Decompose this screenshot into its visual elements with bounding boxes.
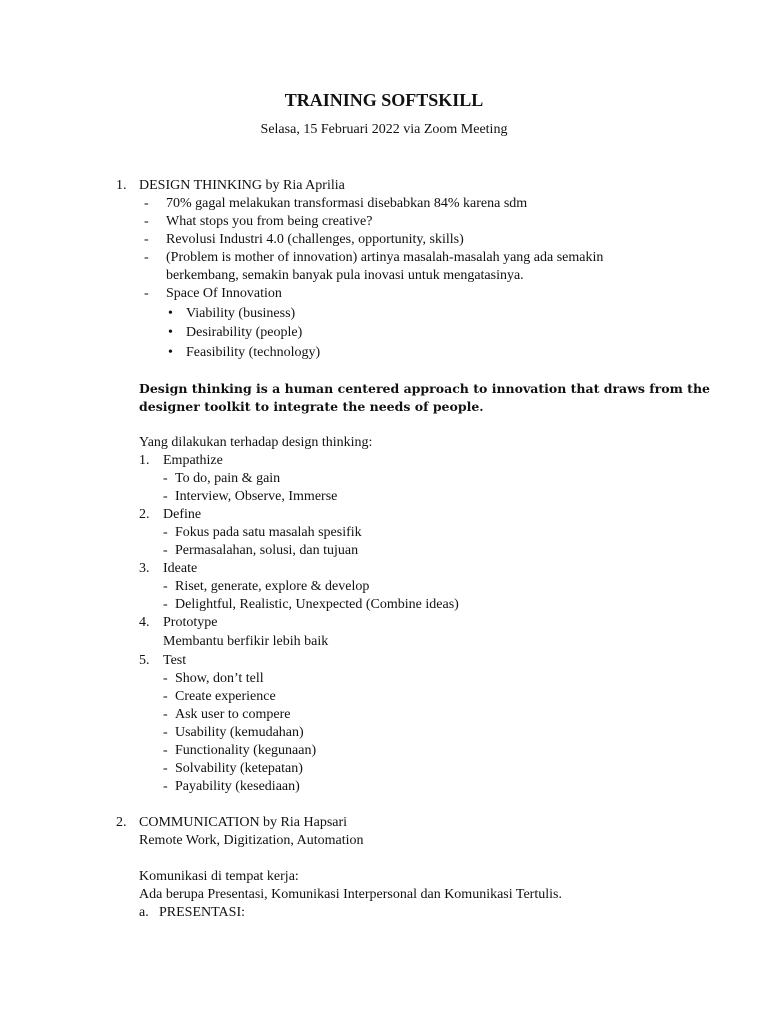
section-number: 1.	[116, 178, 127, 193]
step-item: To do, pain & gain	[175, 471, 281, 486]
list-item: (Problem is mother of innovation) artinya masalah-masalah yang ada semakin	[166, 250, 604, 265]
step-number: 4.	[139, 615, 150, 630]
bullet-item: Viability (business)	[186, 306, 296, 321]
step-label: Define	[163, 507, 202, 522]
section-number: 2.	[116, 815, 127, 830]
step-note: Membantu berfikir lebih baik	[163, 634, 329, 649]
step-label: Test	[163, 653, 187, 668]
dash-marker: -	[163, 743, 168, 758]
bullet-item: Desirability (people)	[186, 325, 303, 340]
dash-marker: -	[144, 232, 149, 247]
step-number: 1.	[139, 453, 150, 468]
step-number: 5.	[139, 653, 150, 668]
dash-marker: -	[163, 689, 168, 704]
definition-text: Design thinking is a human centered approach to innovation that draws from the	[139, 381, 710, 396]
step-item: Functionality (kegunaan)	[175, 743, 317, 758]
bullet-marker: •	[168, 345, 173, 360]
dash-marker: -	[163, 779, 168, 794]
dash-marker: -	[144, 250, 149, 265]
dash-marker: -	[163, 761, 168, 776]
bullet-marker: •	[168, 325, 173, 340]
step-item: Ask user to compere	[175, 707, 291, 722]
dash-marker: -	[163, 597, 168, 612]
list-item: 70% gagal melakukan transformasi disebabkan 84% karena sdm	[166, 196, 528, 211]
step-item: Show, don’t tell	[175, 671, 264, 686]
step-label: Ideate	[163, 561, 198, 576]
step-item: Permasalahan, solusi, dan tujuan	[175, 543, 359, 558]
step-item: Fokus pada satu masalah spesifik	[175, 525, 362, 540]
dash-marker: -	[163, 725, 168, 740]
step-number: 2.	[139, 507, 150, 522]
dash-marker: -	[163, 525, 168, 540]
section-description: Ada berupa Presentasi, Komunikasi Interpersonal dan Komunikasi Tertulis.	[139, 887, 562, 902]
step-item: Delightful, Realistic, Unexpected (Combine ideas)	[175, 597, 459, 612]
section-intro: Komunikasi di tempat kerja:	[139, 869, 299, 884]
dash-marker: -	[163, 671, 168, 686]
list-item: What stops you from being creative?	[166, 214, 373, 229]
step-item: Create experience	[175, 689, 276, 704]
dash-marker: -	[144, 286, 149, 301]
bullet-marker: •	[168, 306, 173, 321]
step-item: Interview, Observe, Immerse	[175, 489, 338, 504]
dash-marker: -	[163, 489, 168, 504]
definition-text: designer toolkit to integrate the needs of people.	[139, 399, 484, 414]
document-subtitle: Selasa, 15 Februari 2022 via Zoom Meeting	[260, 122, 508, 137]
step-item: Payability (kesediaan)	[175, 779, 300, 794]
dash-marker: -	[144, 214, 149, 229]
list-item: Revolusi Industri 4.0 (challenges, opportunity, skills)	[166, 232, 464, 247]
section-heading: COMMUNICATION by Ria Hapsari	[139, 815, 348, 830]
list-item-continuation: berkembang, semakin banyak pula inovasi untuk mengatasinya.	[166, 268, 524, 283]
dash-marker: -	[163, 707, 168, 722]
dash-marker: -	[163, 543, 168, 558]
step-item: Usability (kemudahan)	[175, 725, 304, 740]
dash-marker: -	[163, 471, 168, 486]
step-label: Prototype	[163, 615, 218, 630]
step-item: Riset, generate, explore & develop	[175, 579, 370, 594]
dash-marker: -	[144, 196, 149, 211]
step-number: 3.	[139, 561, 150, 576]
sub-item-letter: a.	[139, 905, 149, 920]
dash-marker: -	[163, 579, 168, 594]
section-heading: DESIGN THINKING by Ria Aprilia	[139, 178, 345, 193]
section-subheading: Remote Work, Digitization, Automation	[139, 833, 364, 848]
step-item: Solvability (ketepatan)	[175, 761, 303, 776]
sub-item-label: PRESENTASI:	[159, 905, 246, 920]
list-item: Space Of Innovation	[166, 286, 282, 301]
document-title: TRAINING SOFTSKILL	[284, 90, 484, 110]
step-label: Empathize	[163, 453, 223, 468]
steps-intro: Yang dilakukan terhadap design thinking:	[139, 435, 373, 450]
bullet-item: Feasibility (technology)	[186, 345, 321, 360]
